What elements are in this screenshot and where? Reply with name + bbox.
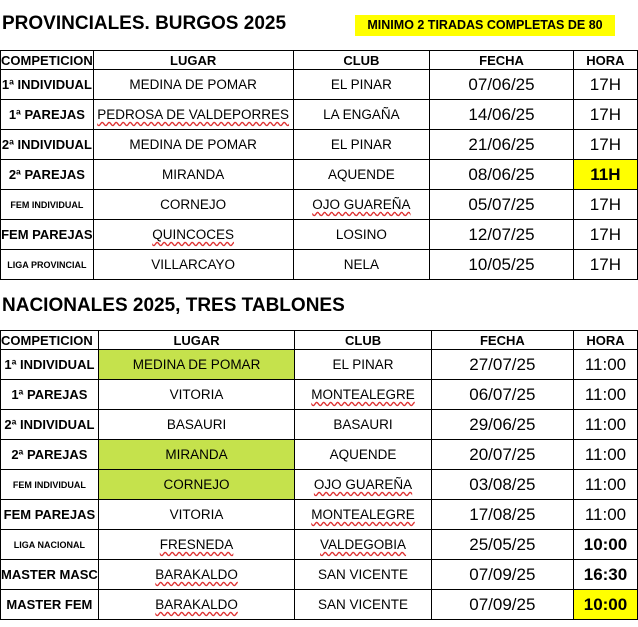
cell-lugar[interactable] (98, 560, 295, 590)
cell-fecha[interactable]: 17/08/25 (431, 500, 573, 530)
cell-lugar[interactable] (98, 530, 295, 560)
provinciales-table (0, 50, 638, 280)
cell-club-text: VALDEGOBIA (320, 537, 407, 552)
cell-competicion[interactable]: 1ª PAREJAS (1, 380, 99, 410)
cell-competicion[interactable]: FEM INDIVIDUAL (1, 470, 99, 500)
table-row (1, 350, 638, 380)
provinciales-title: PROVINCIALES. BURGOS 2025 (2, 13, 287, 34)
cell-hora[interactable]: 11:00 (573, 500, 637, 530)
header-row (1, 51, 638, 70)
cell-hora[interactable]: 10:00 (573, 530, 637, 560)
cell-club[interactable]: EL PINAR (295, 350, 431, 380)
table-row (1, 440, 638, 470)
cell-club[interactable]: LA ENGAÑA (293, 100, 430, 130)
cell-competicion[interactable]: MASTER MASC (1, 560, 99, 590)
cell-lugar[interactable]: VITORIA (98, 380, 295, 410)
cell-lugar-text: BARAKALDO (155, 597, 238, 612)
cell-fecha[interactable]: 29/06/25 (431, 410, 573, 440)
cell-hora[interactable]: 11:00 (573, 470, 637, 500)
cell-fecha[interactable]: 27/07/25 (431, 350, 573, 380)
header-hora[interactable]: HORA (573, 331, 637, 350)
cell-competicion[interactable]: FEM INDIVIDUAL (1, 190, 94, 220)
cell-fecha[interactable]: 08/06/25 (430, 160, 574, 190)
cell-club[interactable]: NELA (293, 250, 430, 280)
cell-lugar[interactable]: MEDINA DE POMAR (93, 130, 293, 160)
cell-competicion[interactable]: 2ª PAREJAS (1, 160, 94, 190)
nacionales-title: NACIONALES 2025, TRES TABLONES (2, 295, 345, 316)
cell-lugar-text: QUINCOCES (152, 227, 234, 242)
cell-club-text: OJO GUAREÑA (313, 477, 413, 492)
cell-club[interactable] (295, 470, 431, 500)
cell-fecha[interactable]: 07/06/25 (430, 70, 574, 100)
cell-hora[interactable]: 11H (573, 160, 637, 190)
cell-hora[interactable]: 17H (573, 100, 637, 130)
cell-lugar-text: PEDROSA DE VALDEPORRES (97, 107, 290, 122)
cell-lugar[interactable] (93, 100, 293, 130)
cell-club[interactable]: EL PINAR (293, 70, 430, 100)
header-row (1, 331, 638, 350)
header-competicion[interactable]: COMPETICION (1, 331, 99, 350)
cell-fecha[interactable]: 14/06/25 (430, 100, 574, 130)
header-fecha[interactable]: FECHA (431, 331, 573, 350)
cell-lugar-text: BARAKALDO (155, 567, 238, 582)
cell-competicion[interactable]: 1ª INDIVIDUAL (1, 70, 94, 100)
cell-lugar[interactable]: BASAURI (98, 410, 295, 440)
header-club[interactable]: CLUB (295, 331, 431, 350)
cell-club[interactable]: SAN VICENTE (295, 560, 431, 590)
header-lugar[interactable]: LUGAR (98, 331, 295, 350)
cell-club-text: MONTEALEGRE (311, 387, 415, 402)
cell-fecha[interactable]: 10/05/25 (430, 250, 574, 280)
cell-hora[interactable]: 11:00 (573, 380, 637, 410)
cell-club-text: OJO GUAREÑA (312, 197, 411, 212)
cell-competicion[interactable]: LIGA NACIONAL (1, 530, 99, 560)
table-row (1, 160, 638, 190)
cell-hora[interactable]: 17H (573, 220, 637, 250)
cell-lugar[interactable]: MIRANDA (93, 160, 293, 190)
cell-competicion[interactable]: 2ª PAREJAS (1, 440, 99, 470)
cell-lugar[interactable]: MEDINA DE POMAR (93, 70, 293, 100)
cell-competicion[interactable]: 1ª INDIVIDUAL (1, 350, 99, 380)
cell-competicion[interactable]: FEM PAREJAS (1, 220, 94, 250)
table-row (1, 410, 638, 440)
cell-fecha[interactable]: 06/07/25 (431, 380, 573, 410)
cell-club[interactable] (295, 500, 431, 530)
table-row (1, 500, 638, 530)
cell-lugar[interactable]: MIRANDA (98, 440, 295, 470)
table-row (1, 530, 638, 560)
cell-lugar[interactable] (93, 220, 293, 250)
cell-fecha[interactable]: 07/09/25 (431, 560, 573, 590)
cell-hora[interactable]: 17H (573, 250, 637, 280)
cell-club[interactable] (295, 530, 431, 560)
minimum-rounds-note: MINIMO 2 TIRADAS COMPLETAS DE 80 (355, 15, 615, 36)
table-row (1, 560, 638, 590)
cell-lugar[interactable]: MEDINA DE POMAR (98, 350, 295, 380)
cell-lugar[interactable]: VILLARCAYO (93, 250, 293, 280)
cell-fecha[interactable]: 21/06/25 (430, 130, 574, 160)
cell-club[interactable]: EL PINAR (293, 130, 430, 160)
cell-club-text: MONTEALEGRE (311, 507, 415, 522)
cell-club[interactable] (293, 190, 430, 220)
cell-competicion[interactable]: FEM PAREJAS (1, 500, 99, 530)
table-row (1, 590, 638, 620)
cell-fecha[interactable]: 03/08/25 (431, 470, 573, 500)
cell-competicion[interactable]: LIGA PROVINCIAL (1, 250, 94, 280)
header-lugar[interactable]: LUGAR (93, 51, 293, 70)
cell-competicion[interactable]: MASTER FEM (1, 590, 99, 620)
cell-club[interactable] (295, 380, 431, 410)
cell-hora[interactable]: 17H (573, 130, 637, 160)
cell-club[interactable]: SAN VICENTE (295, 590, 431, 620)
cell-hora[interactable]: 11:00 (573, 350, 637, 380)
table-row (1, 220, 638, 250)
header-fecha[interactable]: FECHA (430, 51, 574, 70)
table-row (1, 380, 638, 410)
cell-lugar[interactable]: CORNEJO (98, 470, 295, 500)
cell-fecha[interactable]: 05/07/25 (430, 190, 574, 220)
cell-club[interactable]: BASAURI (295, 410, 431, 440)
header-hora[interactable]: HORA (573, 51, 637, 70)
cell-fecha[interactable]: 07/09/25 (431, 590, 573, 620)
table-row (1, 190, 638, 220)
cell-hora[interactable]: 17H (573, 70, 637, 100)
nacionales-table (0, 330, 638, 620)
cell-fecha[interactable]: 25/05/25 (431, 530, 573, 560)
cell-lugar[interactable]: VITORIA (98, 500, 295, 530)
header-competicion[interactable]: COMPETICION (1, 52, 93, 68)
cell-hora[interactable]: 10:00 (573, 590, 637, 620)
cell-lugar[interactable] (98, 590, 295, 620)
cell-competicion[interactable]: 1ª PAREJAS (1, 100, 94, 130)
cell-hora[interactable]: 16:30 (573, 560, 637, 590)
header-club[interactable]: CLUB (293, 51, 430, 70)
cell-club[interactable]: AQUENDE (293, 160, 430, 190)
cell-hora[interactable]: 17H (573, 190, 637, 220)
cell-club[interactable]: AQUENDE (295, 440, 431, 470)
table-row (1, 470, 638, 500)
cell-competicion[interactable]: 2ª INDIVIDUAL (1, 410, 99, 440)
table-row (1, 250, 638, 280)
cell-fecha[interactable]: 12/07/25 (430, 220, 574, 250)
table-row (1, 70, 638, 100)
cell-hora[interactable]: 11:00 (573, 440, 637, 470)
cell-lugar[interactable]: CORNEJO (93, 190, 293, 220)
table-row (1, 130, 638, 160)
cell-lugar-text: FRESNEDA (159, 537, 234, 552)
cell-fecha[interactable]: 20/07/25 (431, 440, 573, 470)
cell-hora[interactable]: 11:00 (573, 410, 637, 440)
cell-club[interactable]: LOSINO (293, 220, 430, 250)
cell-competicion[interactable]: 2ª INDIVIDUAL (1, 130, 94, 160)
table-row (1, 100, 638, 130)
